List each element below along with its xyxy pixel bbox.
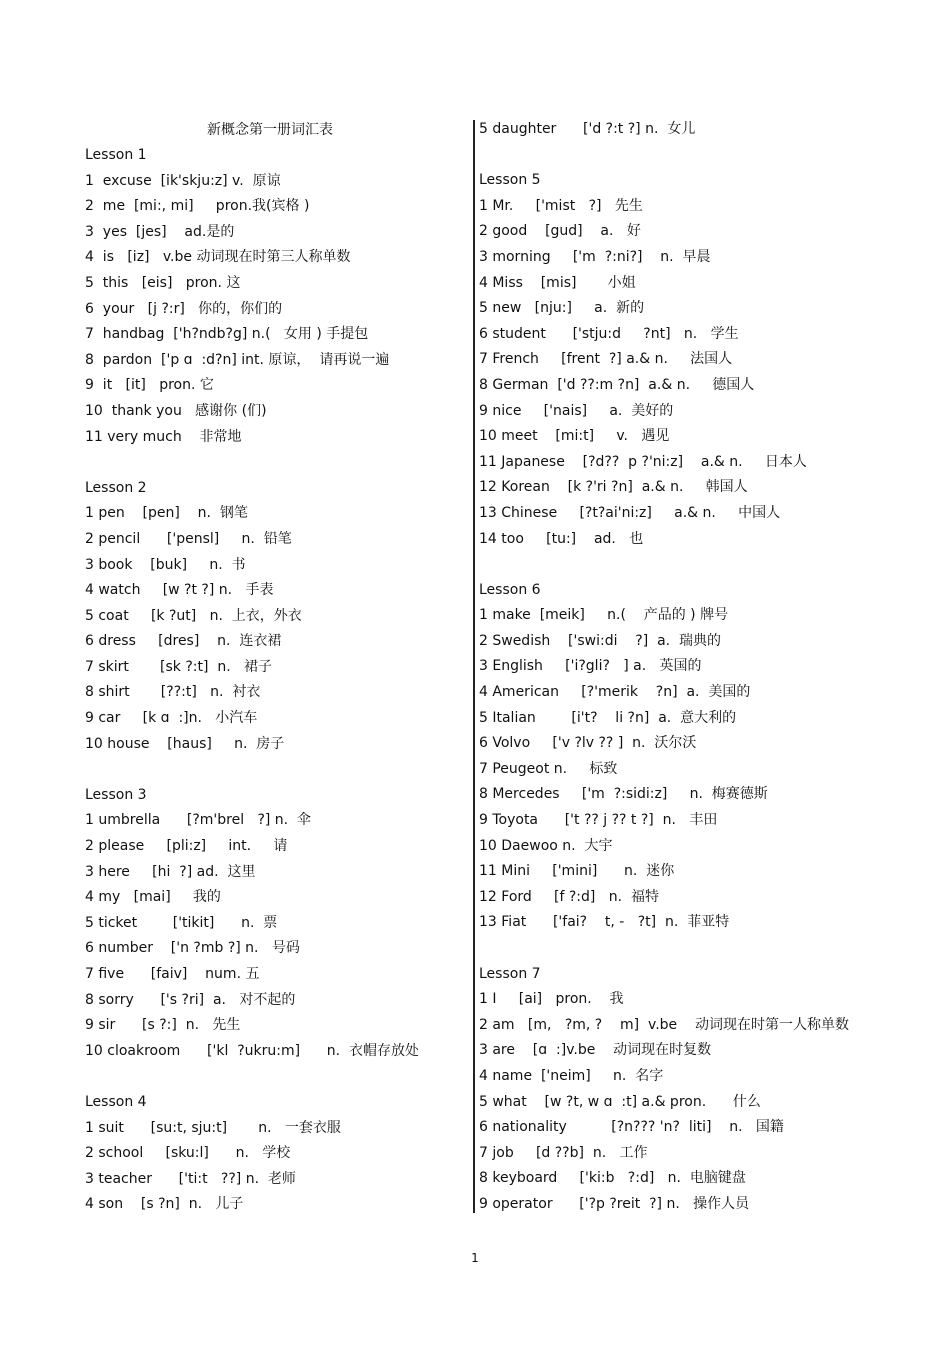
vocab-entry: 8 keyboard ['ki:b ?:d] n. 电脑键盘 bbox=[479, 1170, 746, 1187]
vocab-entry: 7 Peugeot n. 标致 bbox=[479, 760, 618, 777]
vocab-entry: 1 pen [pen] n. 钢笔 bbox=[85, 505, 248, 522]
vocab-entry: 5 daughter ['d ?:t ?] n. 女儿 bbox=[479, 121, 696, 137]
lesson-heading: Lesson 6 bbox=[479, 581, 541, 598]
vocab-entry: 3 yes [jes] ad.是的 bbox=[85, 223, 235, 240]
vocab-entry: 2 school [sku:l] n. 学校 bbox=[85, 1145, 291, 1162]
vocab-entry: 4 Miss [mis] 小姐 bbox=[479, 274, 636, 291]
vocab-entry: 3 are [ɑ :]v.be 动词现在时复数 bbox=[479, 1042, 712, 1059]
page-number: 1 bbox=[471, 1251, 479, 1265]
vocab-entry: 5 new [nju:] a. 新的 bbox=[479, 300, 645, 317]
section-gap bbox=[85, 757, 470, 783]
section-gap bbox=[479, 552, 919, 578]
vocab-entry: 3 here [hi ?] ad. 这里 bbox=[85, 863, 256, 880]
vocab-entry: 8 German ['d ??:m ?n] a.& n. 德国人 bbox=[479, 376, 755, 393]
vocab-entry: 1 umbrella [?m'brel ?] n. 伞 bbox=[85, 812, 312, 829]
vocab-entry: 3 book [buk] n. 书 bbox=[85, 556, 246, 573]
section-gap bbox=[85, 450, 470, 476]
vocab-entry: 2 me [mi:, mi] pron.我(宾格 ) bbox=[85, 198, 310, 215]
vocab-entry: 4 name ['neim] n. 名字 bbox=[479, 1067, 664, 1084]
vocab-entry: 9 car [k ɑ :]n. 小汽车 bbox=[85, 710, 258, 727]
vocab-entry: 6 student ['stju:d ?nt] n. 学生 bbox=[479, 325, 739, 342]
section-gap bbox=[479, 936, 919, 962]
vocab-entry: 4 son [s ?n] n. 儿子 bbox=[85, 1196, 244, 1213]
vocab-entry: 4 watch [w ?t ?] n. 手表 bbox=[85, 582, 274, 599]
vocab-entry: 8 sorry ['s ?ri] a. 对不起的 bbox=[85, 991, 296, 1008]
vocab-entry: 9 nice ['nais] a. 美好的 bbox=[479, 402, 674, 419]
vocab-entry: 6 your [j ?:r] 你的，你们的 bbox=[85, 300, 283, 317]
vocab-entry: 7 skirt [sk ?:t] n. 裙子 bbox=[85, 658, 273, 675]
vocab-entry: 12 Korean [k ?'ri ?n] a.& n. 韩国人 bbox=[479, 479, 748, 496]
vocab-entry: 5 coat [k ?ut] n. 上衣，外衣 bbox=[85, 607, 302, 624]
vocab-entry: 1 excuse [ik'skju:z] v. 原谅 bbox=[85, 172, 281, 189]
vocab-entry: 6 dress [dres] n. 连衣裙 bbox=[85, 633, 282, 650]
vocab-entry: 8 shirt [??:t] n. 衬衣 bbox=[85, 684, 261, 701]
vocab-entry: 4 is [iz] v.be 动词现在时第三人称单数 bbox=[85, 249, 351, 266]
section-gap bbox=[479, 143, 919, 169]
lesson-heading: Lesson 4 bbox=[85, 1093, 147, 1110]
vocab-entry: 11 very much 非常地 bbox=[85, 428, 242, 445]
vocab-entry: 5 what [w ?t, w ɑ :t] a.& pron. 什么 bbox=[479, 1093, 761, 1110]
vocab-entry: 12 Ford [f ?:d] n. 福特 bbox=[479, 888, 659, 905]
vocab-entry: 10 thank you 感谢你 (们) bbox=[85, 402, 267, 419]
vocab-entry: 2 please [pli:z] int. 请 bbox=[85, 838, 288, 855]
vocab-entry: 9 operator ['?p ?reit ?] n. 操作人员 bbox=[479, 1195, 750, 1212]
vocab-entry: 7 French [frent ?] a.& n. 法国人 bbox=[479, 351, 733, 368]
vocab-entry: 2 am [m, ?m, ? m] v.be 动词现在时第一人称单数 bbox=[479, 1016, 849, 1033]
right-column bbox=[479, 117, 919, 1218]
vocab-entry: 6 number ['n ?mb ?] n. 号码 bbox=[85, 940, 300, 957]
vocab-entry: 7 five [faiv] num. 五 bbox=[85, 966, 260, 982]
document-title: 新概念第一册词汇表 bbox=[207, 122, 333, 138]
vocab-entry: 3 English ['i?gli? ] a. 英国的 bbox=[479, 658, 702, 675]
vocab-entry: 7 handbag ['h?ndb?g] n.( 女用 ) 手提包 bbox=[85, 326, 369, 343]
lesson-heading: Lesson 3 bbox=[85, 786, 147, 803]
vocab-entry: 8 Mercedes ['m ?:sidi:z] n. 梅赛德斯 bbox=[479, 786, 768, 803]
vocab-entry: 4 American [?'merik ?n] a. 美国的 bbox=[479, 684, 751, 701]
vocab-entry: 13 Fiat ['fai? t, - ?t] n. 菲亚特 bbox=[479, 914, 730, 931]
vocab-entry: 9 sir [s ?:] n. 先生 bbox=[85, 1017, 241, 1034]
vocab-entry: 1 Mr. ['mist ?] 先生 bbox=[479, 197, 643, 214]
vocab-entry: 3 teacher ['ti:t ??] n. 老师 bbox=[85, 1170, 296, 1187]
vocab-entry: 6 nationality [?n??? 'n? liti] n. 国籍 bbox=[479, 1119, 784, 1136]
lesson-heading: Lesson 7 bbox=[479, 965, 541, 982]
vocab-entry: 2 pencil ['pensl] n. 铅笔 bbox=[85, 530, 292, 547]
vocab-entry: 4 my [mai] 我的 bbox=[85, 889, 221, 906]
vocab-entry: 1 I [ai] pron. 我 bbox=[479, 991, 624, 1008]
vocab-entry: 1 make [meik] n.( 产品的 ) 牌号 bbox=[479, 607, 729, 624]
vocab-entry: 9 Toyota ['t ?? j ?? t ?] n. 丰田 bbox=[479, 812, 718, 829]
vocab-entry: 6 Volvo ['v ?lv ?? ] n. 沃尔沃 bbox=[479, 735, 697, 752]
vocab-entry: 2 Swedish ['swi:di ?] a. 瑞典的 bbox=[479, 632, 722, 649]
vocab-entry: 5 ticket ['tikit] n. 票 bbox=[85, 914, 278, 931]
vocab-entry: 10 Daewoo n. 大宇 bbox=[479, 837, 613, 854]
section-gap bbox=[85, 1064, 470, 1090]
vocab-entry: 7 job [d ??b] n. 工作 bbox=[479, 1144, 648, 1161]
vocab-entry: 10 house [haus] n. 房子 bbox=[85, 735, 285, 752]
vocab-entry: 3 morning ['m ?:ni?] n. 早晨 bbox=[479, 248, 711, 265]
vocab-entry: 1 suit [su:t, sju:t] n. 一套衣服 bbox=[85, 1119, 341, 1136]
vocab-entry: 5 Italian [i't? li ?n] a. 意大利的 bbox=[479, 709, 737, 726]
vocab-entry: 2 good [gud] a. 好 bbox=[479, 223, 641, 240]
vocab-entry: 10 meet [mi:t] v. 遇见 bbox=[479, 428, 670, 445]
vocab-entry: 9 it [it] pron. 它 bbox=[85, 377, 214, 394]
vocab-entry: 10 cloakroom ['kl ?ukru:m] n. 衣帽存放处 bbox=[85, 1042, 420, 1059]
vocab-entry: 11 Japanese [?d?? p ?'ni:z] a.& n. 日本人 bbox=[479, 453, 807, 470]
vocab-entry: 13 Chinese [?t?ai'ni:z] a.& n. 中国人 bbox=[479, 504, 781, 521]
lesson-heading: Lesson 2 bbox=[85, 479, 147, 496]
left-column bbox=[85, 117, 470, 1218]
column-divider bbox=[473, 120, 475, 1213]
vocab-entry: 14 too [tu:] ad. 也 bbox=[479, 530, 644, 547]
lesson-heading: Lesson 1 bbox=[85, 147, 147, 163]
vocab-entry: 5 this [eis] pron. 这 bbox=[85, 274, 241, 291]
vocab-entry: 8 pardon ['p ɑ :d?n] int. 原谅， 请再说一遍 bbox=[85, 351, 390, 368]
vocab-entry: 11 Mini ['mini] n. 迷你 bbox=[479, 863, 675, 880]
lesson-heading: Lesson 5 bbox=[479, 172, 541, 189]
